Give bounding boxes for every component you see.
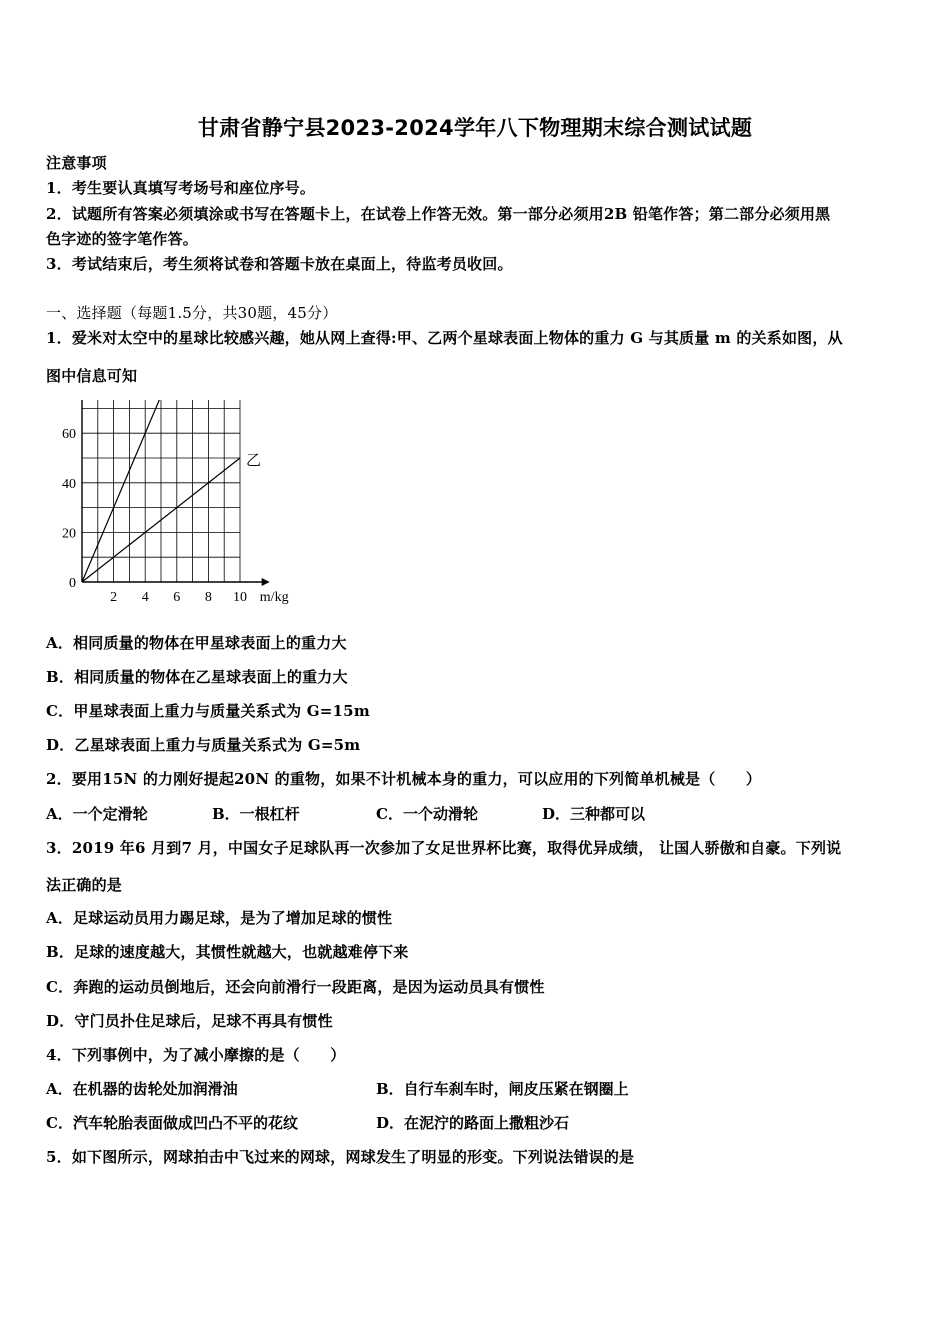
graph-grid (82, 400, 240, 582)
question-2-stem: 2．要用15N 的力刚好提起20N 的重物，如果不计机械本身的重力，可以应用的下列简单机械是（ ） (46, 770, 762, 788)
x-tick-label: 10 (233, 590, 247, 605)
y-tick-label: 0 (69, 576, 76, 591)
y-tick-label: 60 (62, 427, 76, 443)
section-heading: 一、选择题（每题1.5分，共30题，45分） (46, 304, 338, 322)
notice-item: 1．考生要认真填写考场号和座位序号。 (46, 179, 316, 197)
graph-series (82, 400, 261, 582)
question-1-option-d: D．乙星球表面上重力与质量关系式为 G=5m (46, 736, 361, 754)
question-4-option-b: B．自行车刹车时，闸皮压紧在钢圈上 (376, 1080, 629, 1098)
x-tick-label: 8 (204, 590, 212, 605)
g-m-graph (50, 400, 300, 610)
question-3-option-b: B．足球的速度越大，其惯性就越大，也就越难停下来 (46, 943, 409, 961)
y-tick-label: 20 (62, 526, 76, 542)
graph-axes (78, 400, 270, 586)
question-3-stem: 3．2019 年6 月到7 月，中国女子足球队再一次参加了女足世界杯比赛，取得优异成绩， 让国人骄傲和自豪。下列说 (46, 839, 842, 857)
notice-item: 色字迹的签字笔作答。 (46, 230, 199, 248)
question-4-option-c: C．汽车轮胎表面做成凹凸不平的花纹 (46, 1114, 298, 1132)
question-4-option-d: D．在泥泞的路面上撒粗沙石 (376, 1114, 570, 1132)
question-2-option-c: C．一个动滑轮 (376, 805, 478, 823)
question-3-stem-cont: 法正确的是 (46, 876, 123, 894)
series-label: 乙 (246, 451, 262, 469)
x-axis-arrow-icon (262, 578, 270, 586)
x-tick-label: 4 (141, 590, 149, 605)
x-axis-label: m/kg (259, 590, 289, 605)
question-2-option-d: D．三种都可以 (542, 805, 646, 823)
question-1-stem: 1．爱米对太空中的星球比较感兴趣，她从网上查得:甲、乙两个星球表面上物体的重力 G 与其质量 m 的关系如图，从 (46, 329, 843, 347)
question-3-option-d: D．守门员扑住足球后，足球不再具有惯性 (46, 1012, 333, 1030)
question-1-stem-cont: 图中信息可知 (46, 367, 138, 385)
question-1-option-a: A．相同质量的物体在甲星球表面上的重力大 (46, 634, 347, 652)
question-4-stem: 4．下列事例中，为了减小摩擦的是（ ） (46, 1046, 346, 1064)
x-tick-label: 2 (110, 590, 118, 605)
question-1-option-b: B．相同质量的物体在乙星球表面上的重力大 (46, 668, 348, 686)
question-3-option-c: C．奔跑的运动员倒地后，还会向前滑行一段距离，是因为运动员具有惯性 (46, 978, 545, 996)
question-4-option-a: A．在机器的齿轮处加润滑油 (46, 1080, 238, 1098)
y-tick-label: 40 (62, 476, 76, 492)
notice-item: 3．考试结束后，考生须将试卷和答题卡放在桌面上，待监考员收回。 (46, 255, 513, 273)
question-3-option-a: A．足球运动员用力踢足球，是为了增加足球的惯性 (46, 909, 393, 927)
x-tick-label: 6 (173, 590, 181, 605)
notice-heading: 注意事项 (46, 154, 107, 172)
question-2-option-b: B．一根杠杆 (212, 805, 300, 823)
notice-item: 2．试题所有答案必须填涂或书写在答题卡上，在试卷上作答无效。第一部分必须用2B 铅笔作答；第二部分必须用黑 (46, 205, 831, 223)
page-title: 甘肃省静宁县2023-2024学年八下物理期末综合测试试题 (197, 116, 753, 140)
graph-ticks (55, 400, 289, 605)
question-5-stem: 5．如下图所示，网球拍击中飞过来的网球，网球发生了明显的形变。下列说法错误的是 (46, 1148, 635, 1166)
question-2-option-a: A．一个定滑轮 (46, 805, 148, 823)
question-1-option-c: C．甲星球表面上重力与质量关系式为 G=15m (46, 702, 370, 720)
